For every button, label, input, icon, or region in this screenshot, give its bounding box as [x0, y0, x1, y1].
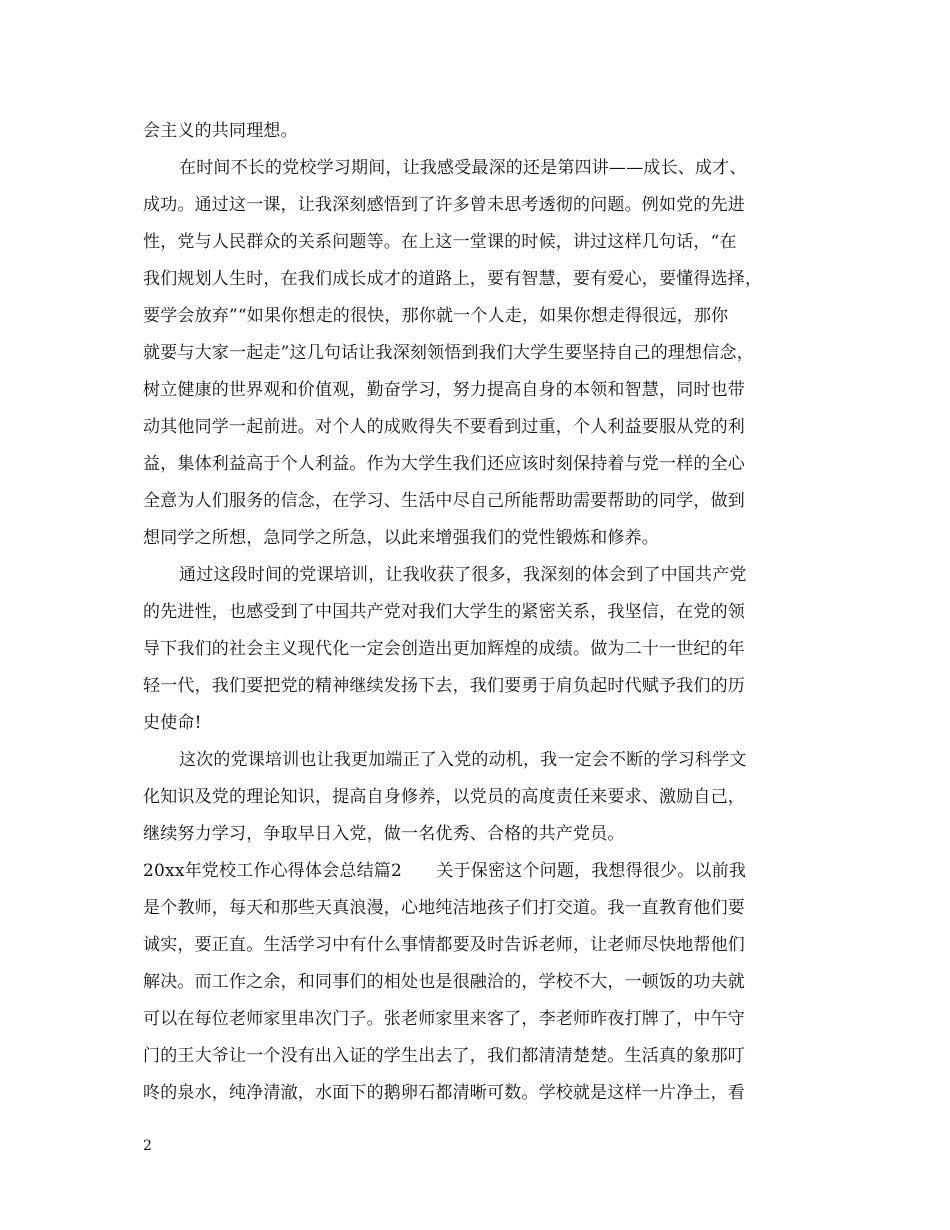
text-line: 性，党与人民群众的关系问题等。在上这一堂课的时候，讲过这样几句话，“在 — [143, 232, 737, 252]
text-line: 诚实，要正直。生活学习中有什么事情都要及时告诉老师，让老师尽快地帮他们 — [143, 935, 745, 955]
text-line: 会主义的共同理想。 — [143, 121, 298, 141]
text-line: 要学会放弃”“如果你想走的很快，那你就一个人走，如果你想走得很远，那你 — [143, 306, 729, 326]
text-line: 解决。而工作之余，和同事们的相处也是很融洽的，学校不大，一顿饭的功夫就 — [143, 972, 745, 992]
document-body — [143, 113, 823, 1112]
text-line: 益，集体利益高于个人利益。作为大学生我们还应该时刻保持着与党一样的全心 — [143, 454, 745, 474]
text-line: 就要与大家一起走”这几句话让我深刻领悟到我们大学生要坚持自己的理想信念， — [143, 343, 754, 363]
text-line: 想同学之所想，急同学之所急，以此来增强我们的党性锻炼和修养。 — [143, 528, 659, 548]
paragraph-start-line: 这次的党课培训也让我更加端正了入党的动机，我一定会不断的学习科学文 — [179, 750, 747, 770]
page-number: 2 — [143, 1138, 152, 1154]
text-line: 门的王大爷让一个没有出入证的学生出去了，我们都清清楚楚。生活真的象那叮 — [143, 1046, 745, 1066]
text-line: 成功。通过这一课，让我深刻感悟到了许多曾未思考透彻的问题。例如党的先进 — [143, 195, 745, 215]
paragraph-start-line: 在时间不长的党校学习期间，让我感受最深的还是第四讲——成长、成才、 — [179, 158, 747, 178]
paragraph-start-line: 通过这段时间的党课培训，让我收获了很多，我深刻的体会到了中国共产党 — [179, 565, 747, 585]
text-line: 是个教师，每天和那些天真浪漫，心地纯洁地孩子们打交道。我一直教育他们要 — [143, 898, 745, 918]
text-line: 我们规划人生时，在我们成长成才的道路上，要有智慧，要有爱心，要懂得选择， — [143, 269, 763, 289]
text-line: 树立健康的世界观和价值观，勤奋学习，努力提高自身的本领和智慧，同时也带 — [143, 380, 745, 400]
text-line: 全意为人们服务的信念，在学习、生活中尽自己所能帮助需要帮助的同学，做到 — [143, 491, 745, 511]
text-line: 史使命! — [143, 713, 202, 733]
text-line: 继续努力学习，争取早日入党，做一名优秀、合格的共产党员。 — [143, 824, 625, 844]
text-line: 轻一代，我们要把党的精神继续发扬下去，我们要勇于肩负起时代赋予我们的历 — [143, 676, 745, 696]
text-line: 化知识及党的理论知识，提高自身修养，以党员的高度责任来要求、激励自己， — [143, 787, 745, 807]
text-line: 的先进性，也感受到了中国共产党对我们大学生的紧密关系，我坚信，在党的领 — [143, 602, 745, 622]
section-heading-line: 20xx年党校工作心得体会总结篇2 关于保密这个问题，我想得很少。以前我 — [143, 861, 747, 881]
text-line: 可以在每位老师家里串次门子。张老师家里来客了，李老师昨夜打牌了，中午守 — [143, 1009, 745, 1029]
text-line: 导下我们的社会主义现代化一定会创造出更加辉煌的成绩。做为二十一世纪的年 — [143, 639, 745, 659]
text-line: 咚的泉水，纯净清澈，水面下的鹅卵石都清晰可数。学校就是这样一片净土，看 — [143, 1083, 745, 1103]
text-line: 动其他同学一起前进。对个人的成败得失不要看到过重，个人利益要服从党的利 — [143, 417, 745, 437]
